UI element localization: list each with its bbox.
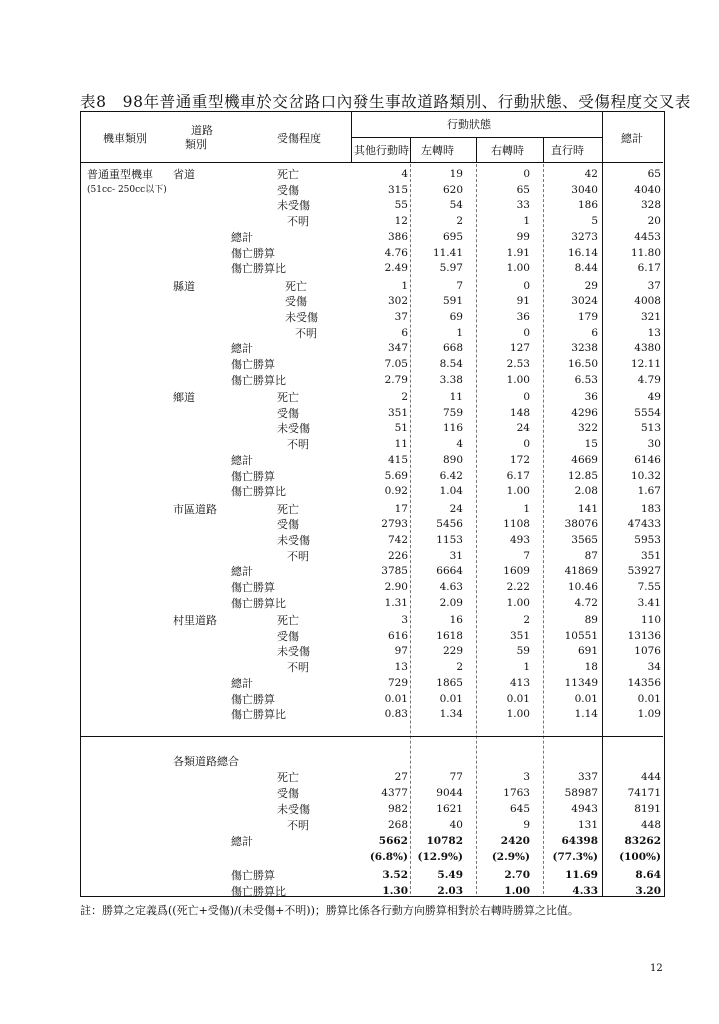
table-cell: 38076 xyxy=(564,518,598,531)
table-cell: 2.79 xyxy=(384,373,408,386)
header-column-1: 左轉時 xyxy=(421,144,454,157)
table-cell: 2.70 xyxy=(504,869,530,881)
table-cell: 74171 xyxy=(627,787,661,799)
row-label: 不明 xyxy=(287,549,309,563)
table-cell: 49 xyxy=(647,391,661,403)
table-cell: 4453 xyxy=(634,230,661,243)
road-class-label: 鄉道 xyxy=(173,391,195,404)
summary-divider xyxy=(81,736,663,737)
footnote: 註：勝算之定義爲((死亡+受傷)/(未受傷+不明))；勝算比係各行動方向勝算相對於右轉時勝算之比值。 xyxy=(80,904,579,917)
row-label: 傷亡勝算 xyxy=(231,869,275,882)
table-cell: 2.90 xyxy=(384,581,408,593)
row-label: 不明 xyxy=(295,326,317,340)
table-cell: 89 xyxy=(584,614,598,626)
table-cell: 5 xyxy=(591,215,598,228)
table-cell: 1609 xyxy=(503,565,530,578)
table-cell: 321 xyxy=(640,310,661,323)
row-label: 未受傷 xyxy=(277,645,310,659)
table-cell: 54 xyxy=(449,199,463,212)
row-label: 傷亡勝算 xyxy=(231,246,275,260)
table-cell: 17 xyxy=(394,502,408,515)
table-cell: 1 xyxy=(456,326,463,339)
table-cell: 2.03 xyxy=(437,885,463,897)
row-label: 死亡 xyxy=(277,391,299,404)
table-cell: 6.17 xyxy=(506,469,530,482)
table-cell: 616 xyxy=(387,629,408,642)
table-cell: 3040 xyxy=(571,183,598,196)
table-cell: 131 xyxy=(577,819,598,831)
table-cell: 5554 xyxy=(634,406,661,419)
header-vehicle-class: 機車類別 xyxy=(103,132,147,145)
vehicle-spec: (51cc- 250cc以下) xyxy=(87,185,167,195)
table-cell: 69 xyxy=(449,310,463,323)
table-cell: 413 xyxy=(509,676,530,689)
row-label: 死亡 xyxy=(277,771,299,784)
table-cell: 3 xyxy=(401,614,408,626)
table-cell: 4.79 xyxy=(637,373,661,386)
header-action-state: 行動狀態 xyxy=(447,118,491,131)
table-cell: 1 xyxy=(401,279,408,292)
row-label: 未受傷 xyxy=(277,533,310,547)
table-cell: 42 xyxy=(584,168,598,180)
table-cell: 10.32 xyxy=(630,469,661,482)
table-cell: 8.64 xyxy=(635,869,661,881)
table-cell: 11349 xyxy=(564,676,598,689)
table-cell: 65 xyxy=(647,168,661,180)
table-cell: 33 xyxy=(516,199,530,212)
table-cell: 386 xyxy=(387,230,408,243)
table-cell: 1.91 xyxy=(506,246,530,259)
table-cell: 1.00 xyxy=(506,373,530,386)
table-cell: 20 xyxy=(647,215,661,228)
table-cell: 982 xyxy=(387,803,408,815)
row-label: 受傷 xyxy=(277,629,299,643)
row-label: 總計 xyxy=(231,835,253,848)
table-cell: 2.22 xyxy=(506,581,530,593)
table-cell: 4 xyxy=(456,438,463,451)
table-cell: 0.92 xyxy=(384,485,408,498)
header-col-line xyxy=(476,137,477,162)
header-column-2: 右轉時 xyxy=(491,144,524,157)
table-cell: 4943 xyxy=(571,803,598,815)
table-cell: 91 xyxy=(516,295,530,308)
table-cell: 4.72 xyxy=(574,596,598,609)
table-cell: 3024 xyxy=(571,295,598,308)
table-cell: (6.8%) xyxy=(369,851,408,863)
table-cell: 2793 xyxy=(381,518,408,531)
row-label: 未受傷 xyxy=(277,199,310,213)
table-cell: 1621 xyxy=(436,803,463,815)
table-cell: 59 xyxy=(516,645,530,658)
table-cell: 448 xyxy=(640,819,661,831)
table-cell: 40 xyxy=(449,819,463,831)
table-cell: 2.09 xyxy=(439,596,463,609)
table-cell: 1.00 xyxy=(506,262,530,275)
table-cell: 24 xyxy=(516,422,530,435)
table-cell: 6 xyxy=(401,326,408,339)
table-cell: 97 xyxy=(394,645,408,658)
table-cell: 0 xyxy=(523,391,530,403)
table-cell: 4040 xyxy=(634,183,661,196)
table-cell: 620 xyxy=(442,183,463,196)
table-cell: 1.34 xyxy=(439,708,463,721)
row-label: 總計 xyxy=(231,342,253,356)
header-column-4: 總計 xyxy=(621,132,643,145)
table-cell: 16 xyxy=(449,614,463,626)
table-cell: 99 xyxy=(516,230,530,243)
table-cell: 8.44 xyxy=(574,262,598,275)
table-cell: 6.53 xyxy=(574,373,598,386)
road-class-label: 市區道路 xyxy=(173,502,217,516)
row-label: 受傷 xyxy=(277,183,299,197)
table-cell: 186 xyxy=(577,199,598,212)
table-cell: 24 xyxy=(449,502,463,515)
table-cell: 110 xyxy=(640,614,661,626)
row-label: 死亡 xyxy=(277,614,299,627)
table-cell: 0.01 xyxy=(384,692,408,705)
table-cell: 27 xyxy=(394,771,408,783)
table-cell: 645 xyxy=(509,803,530,815)
road-class-label: 省道 xyxy=(173,168,195,181)
table-cell: 1.00 xyxy=(506,708,530,721)
table-cell: 11 xyxy=(449,391,463,403)
row-label: 受傷 xyxy=(285,295,307,309)
table-cell: 1153 xyxy=(436,533,463,546)
table-cell: 47433 xyxy=(627,518,661,531)
table-cell: 6.42 xyxy=(439,469,463,482)
table-cell: 116 xyxy=(442,422,463,435)
row-label: 傷亡勝算比 xyxy=(231,262,286,276)
header-column-3: 直行時 xyxy=(551,144,584,157)
table-cell: 5.49 xyxy=(437,869,463,881)
row-label: 總計 xyxy=(231,676,253,690)
table-cell: 337 xyxy=(577,771,598,783)
table-cell: (12.9%) xyxy=(417,851,463,863)
table-cell: 34 xyxy=(647,661,661,674)
table-cell: 3238 xyxy=(571,342,598,355)
table-cell: 0.01 xyxy=(574,692,598,705)
road-class-label: 村里道路 xyxy=(173,614,217,627)
table-cell: 1 xyxy=(523,661,530,674)
table-cell: 322 xyxy=(577,422,598,435)
table-cell: 444 xyxy=(640,771,661,783)
table-cell: 87 xyxy=(584,549,598,562)
table-cell: 0 xyxy=(523,438,530,451)
table-cell: 9 xyxy=(523,819,530,831)
row-label: 總計 xyxy=(231,565,253,579)
table-cell: 328 xyxy=(640,199,661,212)
row-label: 傷亡勝算比 xyxy=(231,485,286,499)
row-label: 未受傷 xyxy=(277,422,310,436)
row-label: 不明 xyxy=(287,438,309,452)
table-cell: 127 xyxy=(509,342,530,355)
table-cell: 0 xyxy=(523,279,530,292)
table-cell: 13136 xyxy=(627,629,661,642)
table-cell: 64398 xyxy=(561,835,598,847)
table-cell: 351 xyxy=(509,629,530,642)
road-class-label: 縣道 xyxy=(173,279,195,293)
table-cell: 2.08 xyxy=(574,485,598,498)
table-cell: 9044 xyxy=(436,787,463,799)
table-cell: 37 xyxy=(647,279,661,292)
table-cell: 6 xyxy=(591,326,598,339)
table-cell: 172 xyxy=(509,453,530,466)
row-label: 傷亡勝算比 xyxy=(231,708,286,722)
table-cell: 2.49 xyxy=(384,262,408,275)
table-cell: 7 xyxy=(523,549,530,562)
table-cell: 229 xyxy=(442,645,463,658)
table-cell: 3 xyxy=(523,771,530,783)
table-cell: 3273 xyxy=(571,230,598,243)
table-cell: 6664 xyxy=(436,565,463,578)
row-label: 傷亡勝算 xyxy=(231,469,275,483)
table-cell: 7.55 xyxy=(637,581,661,593)
table-cell: 10.46 xyxy=(567,581,598,593)
table-cell: 8.54 xyxy=(439,358,463,370)
table-cell: 65 xyxy=(516,183,530,196)
row-label: 死亡 xyxy=(285,279,307,293)
table-cell: 5456 xyxy=(436,518,463,531)
table-title: 表8 98年普通重型機車於交岔路口內發生事故道路類別、行動狀態、受傷程度交叉表 xyxy=(80,93,691,111)
table-cell: 2.53 xyxy=(506,358,530,370)
table-cell: 12 xyxy=(394,215,408,228)
table-cell: 493 xyxy=(509,533,530,546)
cross-table xyxy=(80,111,665,897)
table-cell: 4.33 xyxy=(572,885,598,897)
row-label: 受傷 xyxy=(277,787,299,800)
table-cell: 15 xyxy=(584,438,598,451)
table-cell: 148 xyxy=(509,406,530,419)
table-cell: 11.80 xyxy=(630,246,661,259)
table-cell: 4669 xyxy=(571,453,598,466)
table-cell: 1108 xyxy=(503,518,530,531)
page-number: 12 xyxy=(650,963,663,974)
table-cell: 11.41 xyxy=(432,246,463,259)
table-cell: 5.97 xyxy=(439,262,463,275)
table-cell: 19 xyxy=(449,168,463,180)
table-cell: 14356 xyxy=(627,676,661,689)
table-cell: 3.52 xyxy=(382,869,408,881)
header-injury: 受傷程度 xyxy=(277,132,321,145)
table-cell: 12.11 xyxy=(630,358,661,370)
table-cell: 13 xyxy=(647,326,661,339)
row-label: 死亡 xyxy=(277,502,299,516)
row-label: 傷亡勝算 xyxy=(231,692,275,706)
table-cell: 415 xyxy=(387,453,408,466)
table-cell: 11 xyxy=(394,438,408,451)
table-cell: (77.3%) xyxy=(552,851,598,863)
table-cell: 37 xyxy=(394,310,408,323)
vehicle-name: 普通重型機車 xyxy=(87,168,153,181)
table-cell: 1763 xyxy=(503,787,530,799)
row-label: 未受傷 xyxy=(285,310,318,324)
table-cell: 1.67 xyxy=(637,485,661,498)
table-cell: 179 xyxy=(577,310,598,323)
row-label: 受傷 xyxy=(277,406,299,420)
table-cell: 6146 xyxy=(634,453,661,466)
table-cell: 4008 xyxy=(634,295,661,308)
table-cell: 77 xyxy=(449,771,463,783)
table-cell: 1.00 xyxy=(506,596,530,609)
table-cell: 29 xyxy=(584,279,598,292)
table-cell: 0.01 xyxy=(637,692,661,705)
table-cell: 4.63 xyxy=(439,581,463,593)
table-cell: 226 xyxy=(387,549,408,562)
table-cell: 51 xyxy=(394,422,408,435)
table-cell: 41869 xyxy=(564,565,598,578)
table-cell: 513 xyxy=(640,422,661,435)
table-cell: 3.38 xyxy=(439,373,463,386)
table-cell: 890 xyxy=(442,453,463,466)
row-label: 不明 xyxy=(287,661,309,675)
row-label: 總計 xyxy=(231,453,253,467)
table-cell: 351 xyxy=(640,549,661,562)
table-cell: 0.01 xyxy=(506,692,530,705)
header-col-line xyxy=(410,137,411,162)
table-cell: 347 xyxy=(387,342,408,355)
row-label: 傷亡勝算 xyxy=(231,581,275,594)
header-col-line xyxy=(543,137,544,162)
header-road-class: 道路 xyxy=(191,124,213,137)
table-cell: 1076 xyxy=(634,645,661,658)
table-cell: 16.50 xyxy=(567,358,598,370)
table-cell: 1.04 xyxy=(439,485,463,498)
table-cell: 1865 xyxy=(436,676,463,689)
table-cell: 4377 xyxy=(381,787,408,799)
table-cell: 2 xyxy=(456,661,463,674)
table-cell: 7 xyxy=(456,279,463,292)
table-cell: 5.69 xyxy=(384,469,408,482)
table-cell: 315 xyxy=(387,183,408,196)
table-cell: 36 xyxy=(516,310,530,323)
table-cell: 729 xyxy=(387,676,408,689)
table-cell: 4380 xyxy=(634,342,661,355)
row-label: 不明 xyxy=(287,215,309,229)
table-cell: 31 xyxy=(449,549,463,562)
table-cell: 4 xyxy=(401,168,408,180)
header-bottom xyxy=(81,162,663,163)
row-label: 受傷 xyxy=(277,518,299,532)
table-cell: 0.83 xyxy=(384,708,408,721)
table-cell: 1 xyxy=(523,215,530,228)
table-cell: 16.14 xyxy=(567,246,598,259)
header-col-line xyxy=(602,112,603,162)
table-cell: 5662 xyxy=(378,835,408,847)
row-label: 未受傷 xyxy=(277,803,310,816)
table-cell: 6.17 xyxy=(637,262,661,275)
table-cell: 1.30 xyxy=(382,885,408,897)
table-cell: 18 xyxy=(584,661,598,674)
table-cell: 10551 xyxy=(564,629,598,642)
table-cell: 668 xyxy=(442,342,463,355)
row-label: 死亡 xyxy=(277,168,299,181)
table-cell: 7.05 xyxy=(384,358,408,370)
row-label: 不明 xyxy=(287,819,309,832)
table-cell: 1.00 xyxy=(506,485,530,498)
table-cell: 3785 xyxy=(381,565,408,578)
row-label: 傷亡勝算比 xyxy=(231,373,286,387)
table-cell: 3565 xyxy=(571,533,598,546)
table-cell: 0.01 xyxy=(439,692,463,705)
table-cell: 4.76 xyxy=(384,246,408,259)
row-label: 總計 xyxy=(231,230,253,244)
table-cell: 11.69 xyxy=(565,869,598,881)
table-cell: 12.85 xyxy=(567,469,598,482)
table-cell: 759 xyxy=(442,406,463,419)
row-label: 傷亡勝算比 xyxy=(231,596,286,610)
table-cell: 1.31 xyxy=(384,596,408,609)
header-column-0: 其他行動時 xyxy=(354,144,409,157)
table-cell: 3.20 xyxy=(635,885,661,897)
table-cell: 30 xyxy=(647,438,661,451)
summary-title: 各類道路總合 xyxy=(173,755,239,768)
table-cell: 268 xyxy=(387,819,408,831)
table-cell: 83262 xyxy=(624,835,661,847)
table-cell: 1618 xyxy=(436,629,463,642)
table-cell: 351 xyxy=(387,406,408,419)
table-cell: 2 xyxy=(456,215,463,228)
table-cell: 742 xyxy=(387,533,408,546)
header-col-line xyxy=(351,112,352,162)
table-cell: (2.9%) xyxy=(491,851,530,863)
table-cell: 53927 xyxy=(627,565,661,578)
row-label: 傷亡勝算比 xyxy=(231,885,286,898)
table-cell: 0 xyxy=(523,168,530,180)
table-cell: (100%) xyxy=(619,851,661,863)
table-cell: 691 xyxy=(577,645,598,658)
table-cell: 1.09 xyxy=(637,708,661,721)
table-cell: 58987 xyxy=(564,787,598,799)
table-cell: 695 xyxy=(442,230,463,243)
table-cell: 1.14 xyxy=(574,708,598,721)
table-cell: 2 xyxy=(401,391,408,403)
table-cell: 3.41 xyxy=(637,596,661,609)
table-cell: 1 xyxy=(523,502,530,515)
table-cell: 5953 xyxy=(634,533,661,546)
table-cell: 141 xyxy=(577,502,598,515)
table-cell: 302 xyxy=(387,295,408,308)
row-label: 傷亡勝算 xyxy=(231,358,275,371)
table-cell: 2 xyxy=(523,614,530,626)
table-cell: 1.00 xyxy=(504,885,530,897)
table-cell: 0 xyxy=(523,326,530,339)
table-cell: 8191 xyxy=(634,803,661,815)
table-cell: 13 xyxy=(394,661,408,674)
table-cell: 36 xyxy=(584,391,598,403)
table-cell: 591 xyxy=(442,295,463,308)
table-cell: 2420 xyxy=(500,835,530,847)
table-cell: 183 xyxy=(640,502,661,515)
table-cell: 4296 xyxy=(571,406,598,419)
table-cell: 55 xyxy=(394,199,408,212)
header-road-class: 類別 xyxy=(185,138,207,151)
table-cell: 10782 xyxy=(426,835,463,847)
